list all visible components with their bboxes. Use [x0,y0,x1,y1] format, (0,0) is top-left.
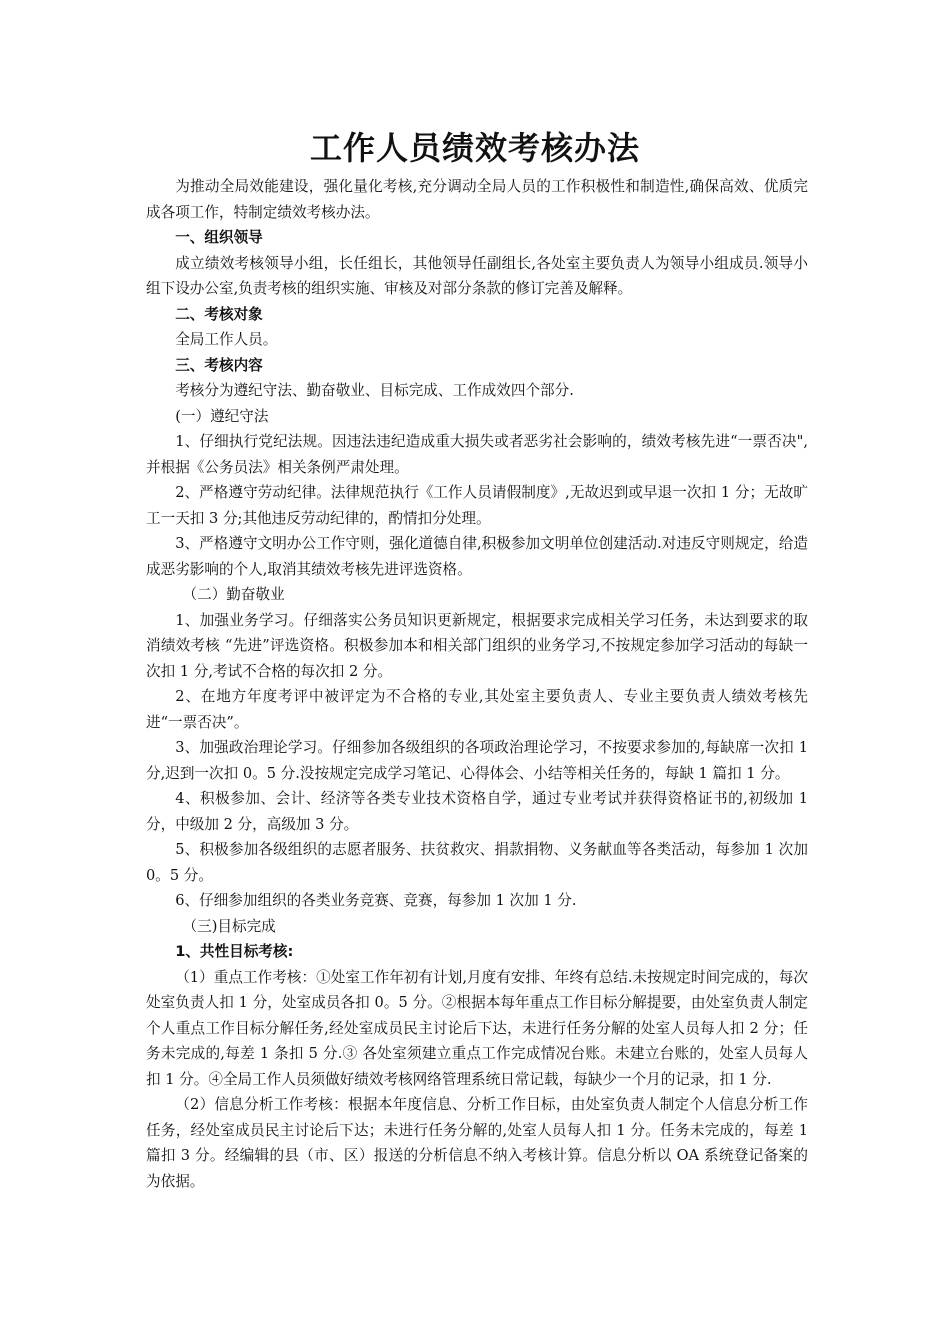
list-item: 1、加强业务学习。仔细落实公务员知识更新规定，根据要求完成相关学习任务，未达到要求的取消绩效考核 “先进”评选资格。积极参加本和相关部门组织的业务学习,不按规定参加学习活动的每缺一次扣 1 分,考试不合格的每次扣 2 分。 [146,611,808,680]
section-heading-content: 三、考核内容 [175,356,263,374]
list-item: 3、加强政治理论学习。仔细参加各级组织的各项政治理论学习，不按要求参加的,每缺席一次扣 1 分,迟到一次扣 0。5 分.没按规定完成学习笔记、心得体会、小结等相关任务的，每缺 1 篇扣 1 分。 [146,739,808,782]
section-text-organization: 成立绩效考核领导小组，长任组长，其他领导任副组长,各处室主要负责人为领导小组成员.领导小组下设办公室,负责考核的组织实施、审核及对部分条款的修订完善及解释。 [146,254,808,297]
section-text-targets: 全局工作人员。 [175,331,278,348]
list-item: 1、仔细执行党纪法规。因违法违纪造成重大损失或者恶劣社会影响的，绩效考核先进“一票否决",并根据《公务员法》相关条例严肃处理。 [146,433,808,476]
list-item: （1）重点工作考核：①处室工作年初有计划,月度有安排、年终有总结.未按规定时间完成的，每次处室负责人扣 1 分，处室成员各扣 0。5 分。②根据本每年重点工作目标分解提要，由处室负责人制定个人重点工作目标分解任务,经处室成员民主讨论后下达，未进行任务分解的处室人员每人扣 2 分；任务未完成的,每差 1 条扣 5 分.③ 各处室须建立重点工作完成情况台账。未建立台账的，处室人员每人扣 1 分。④全局工作人员须做好绩效考核网络管理系统日常记载，每缺少一个月的记录，扣 1 分. [146,968,808,1088]
list-item: 5、积极参加各级组织的志愿者服务、扶贫救灾、捐款捐物、义务献血等各类活动，每参加 1 次加 0。5 分。 [146,841,808,884]
intro-paragraph: 为推动全局效能建设，强化量化考核,充分调动全局人员的工作积极性和制造性,确保高效、优质完成各项工作，特制定绩效考核办法。 [146,178,808,221]
section-heading-organization: 一、组织领导 [175,229,263,246]
section-text-content: 考核分为遵纪守法、勤奋敬业、目标完成、工作成效四个部分. [175,382,574,399]
document-body [146,174,808,1194]
list-item: 6、仔细参加组织的各类业务竞赛、竞赛，每参加 1 次加 1 分. [175,892,577,909]
list-item: 4、积极参加、会计、经济等各类专业技术资格自学，通过专业考试并获得资格证书的,初级加 1 分，中级加 2 分，高级加 3 分。 [146,790,808,833]
part-heading-diligence: （二）勤奋敬业 [182,586,285,603]
part-heading-discipline: (一）遵纪守法 [175,407,269,425]
list-item: 2、严格遵守劳动纪律。法律规范执行《工作人员请假制度》,无故迟到或早退一次扣 1 分；无故旷工一天扣 3 分;其他违反劳动纪律的，酌情扣分处理。 [146,484,808,527]
part-heading-goals: （三)目标完成 [182,917,276,935]
section-heading-targets: 二、考核对象 [175,305,263,323]
subheading-common-goals: 1、共性目标考核: [175,943,294,960]
list-item: 2、在地方年度考评中被评定为不合格的专业,其处室主要负责人、专业主要负责人绩效考核先进“一票否决”。 [146,688,808,731]
list-item: 3、严格遵守文明办公工作守则，强化道德自律,积极参加文明单位创建活动.对违反守则规定，给造成恶劣影响的个人,取消其绩效考核先进评选资格。 [146,535,808,578]
list-item: （2）信息分析工作考核：根据本年度信息、分析工作目标，由处室负责人制定个人信息分析工作任务，经处室成员民主讨论后下达；未进行任务分解的,处室人员每人扣 1 分。任务未完成的，每差 1 篇扣 3 分。经编辑的县（市、区）报送的分析信息不纳入考核计算。信息分析以 OA 系统登记备案的为依据。 [146,1096,808,1190]
document-title: 工作人员绩效考核办法 [309,129,640,167]
